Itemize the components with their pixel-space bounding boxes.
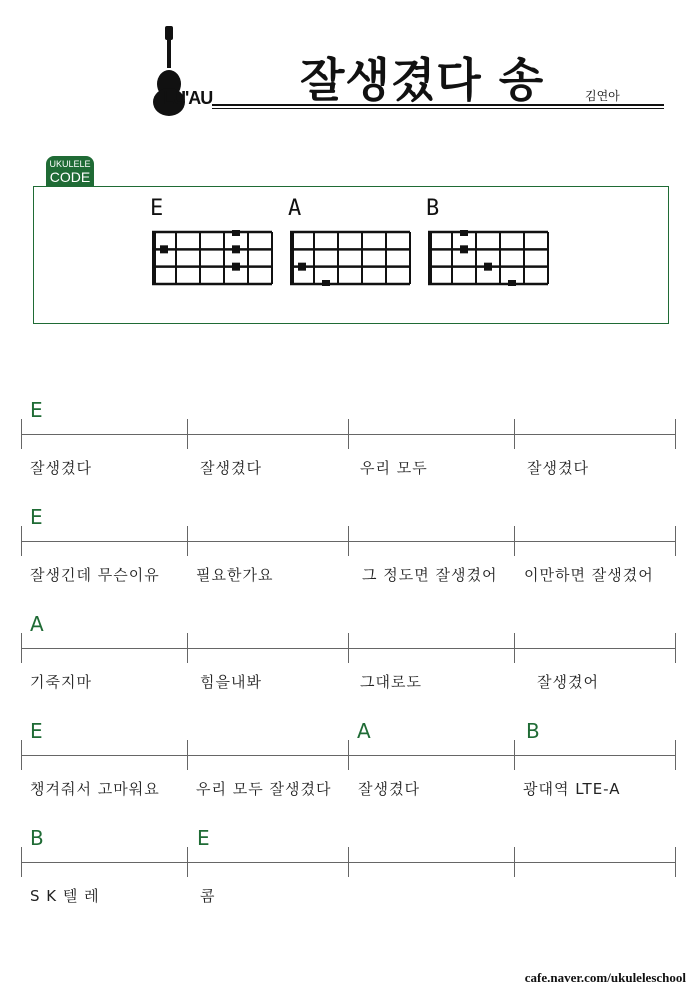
lyric-text: 기죽지마 (30, 673, 92, 691)
chord-diagram-b (426, 196, 550, 291)
measure-chord: E (30, 719, 43, 743)
finger-dot (232, 230, 240, 236)
bar-line (21, 633, 22, 663)
bar-line (187, 740, 188, 770)
measure-chord: E (30, 505, 43, 529)
badge-line1: UKULELE (49, 159, 91, 169)
bar-line (187, 526, 188, 556)
bar-line (21, 847, 22, 877)
bar-line (348, 419, 349, 449)
bar-line (187, 633, 188, 663)
bar-line (675, 847, 676, 877)
page-title: 잘생겼다 송 (300, 53, 545, 107)
chord-diagram-e (150, 196, 274, 291)
lyric-text: 그 정도면 잘생겼어 (362, 566, 498, 584)
finger-dot (322, 280, 330, 286)
bar-line (514, 740, 515, 770)
bar-line (348, 740, 349, 770)
measure-chord: A (357, 719, 371, 743)
badge-line2: CODE (49, 169, 91, 185)
chord-name: B (426, 196, 440, 221)
fretboard-nut (428, 232, 432, 284)
finger-dot (508, 280, 516, 286)
lyric-text: 우리 모두 잘생겼다 (196, 780, 332, 798)
lyric-text: 광대역 LTE-A (523, 780, 621, 798)
finger-dot (298, 263, 306, 271)
lyric-text: 잘생겼다 (527, 459, 589, 477)
lyric-text: 콤 (200, 887, 216, 905)
bar-line (348, 633, 349, 663)
bar-line (187, 847, 188, 877)
bar-line (675, 740, 676, 770)
bar-line (514, 526, 515, 556)
lyric-text: 이만하면 잘생겼어 (524, 566, 654, 584)
bar-line (21, 740, 22, 770)
finger-dot (232, 245, 240, 253)
fretboard-nut (290, 232, 294, 284)
lyric-text: 그대로도 (360, 673, 422, 691)
footer-url: cafe.naver.com/ukuleleschool (524, 970, 686, 985)
bar-line (514, 847, 515, 877)
bar-line (514, 633, 515, 663)
measure-chord: B (30, 826, 44, 850)
lyric-text: 힘을내봐 (200, 673, 262, 691)
fretboard (426, 230, 550, 286)
lyric-text: 잘생겼어 (537, 673, 599, 691)
measure-chord: E (197, 826, 210, 850)
lyric-text: 우리 모두 (360, 459, 428, 477)
bar-line (675, 633, 676, 663)
lyric-text: 챙겨줘서 고마워요 (30, 780, 160, 798)
chord-diagram-a (288, 196, 412, 291)
author-name: 김연아 (585, 89, 620, 103)
bar-line (348, 847, 349, 877)
bar-line (675, 419, 676, 449)
bar-line (675, 526, 676, 556)
lyric-text: S K 텔 레 (30, 887, 100, 905)
fretboard (150, 230, 274, 286)
ukulele-code-badge (46, 156, 94, 186)
chord-name: E (150, 196, 164, 221)
finger-dot (460, 245, 468, 253)
finger-dot (232, 263, 240, 271)
finger-dot (160, 245, 168, 253)
measure-chord: A (30, 612, 44, 636)
chord-name: A (288, 196, 302, 221)
bar-line (348, 526, 349, 556)
measure-chord: E (30, 398, 43, 422)
bar-line (514, 419, 515, 449)
finger-dot (484, 263, 492, 271)
finger-dot (460, 230, 468, 236)
logo-text: LU'AU (163, 88, 213, 108)
lyric-text: 잘생겼다 (30, 459, 92, 477)
lyric-text: 잘생긴데 무슨이유 (30, 566, 160, 584)
bar-line (187, 419, 188, 449)
fretboard (288, 230, 412, 286)
measure-chord: B (526, 719, 540, 743)
lyric-text: 잘생겼다 (358, 780, 420, 798)
lyric-text: 잘생겼다 (200, 459, 262, 477)
bar-line (21, 526, 22, 556)
bar-line (21, 419, 22, 449)
lyric-text: 필요한가요 (196, 566, 274, 584)
fretboard-nut (152, 232, 156, 284)
